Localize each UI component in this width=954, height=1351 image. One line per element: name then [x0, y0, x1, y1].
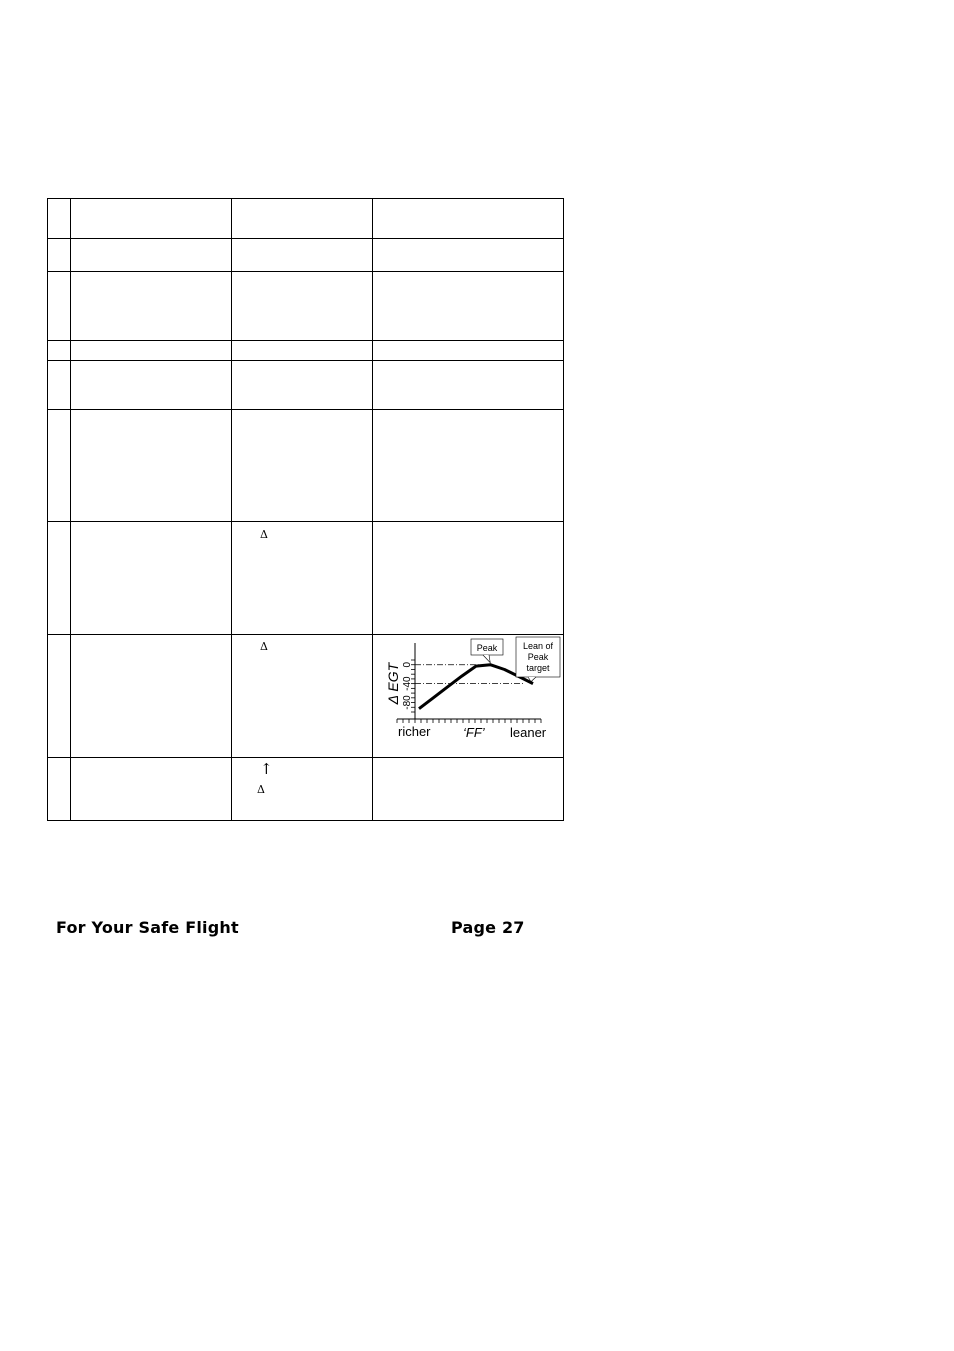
- action-cell: [71, 199, 232, 239]
- result-cell: [373, 758, 564, 821]
- delta-symbol: Δ: [257, 783, 265, 796]
- footer-title: For Your Safe Flight: [56, 918, 239, 937]
- table-row: [48, 635, 564, 758]
- result-cell: [373, 239, 564, 272]
- delta-symbol: Δ: [260, 640, 268, 653]
- x-label-leaner: leaner: [510, 725, 547, 740]
- y-axis-label: Δ EGT: [385, 662, 401, 705]
- action-cell: [71, 758, 232, 821]
- symbol-cell: [232, 361, 373, 410]
- table-row: [48, 522, 564, 635]
- symbol-cell: [232, 635, 373, 758]
- action-cell: [71, 410, 232, 522]
- action-cell: [71, 341, 232, 361]
- step-number-cell: [48, 239, 71, 272]
- table-row: [48, 758, 564, 821]
- symbol-cell: [232, 522, 373, 635]
- procedure-table: [47, 198, 564, 821]
- x-label-ff: ‘FF’: [463, 725, 485, 740]
- result-cell: [373, 522, 564, 635]
- action-cell: [71, 522, 232, 635]
- step-number-cell: [48, 635, 71, 758]
- up-arrow-symbol: ↑: [260, 760, 273, 778]
- table-row: [48, 361, 564, 410]
- result-cell: [373, 272, 564, 341]
- egt-chart-cell: [373, 635, 564, 758]
- x-label-richer: richer: [398, 724, 431, 739]
- delta-symbol: Δ: [260, 528, 268, 541]
- egt-lean-chart: [373, 635, 563, 757]
- table-row: [48, 410, 564, 522]
- action-cell: [71, 361, 232, 410]
- result-cell: [373, 199, 564, 239]
- page-number: Page 27: [451, 918, 525, 937]
- step-number-cell: [48, 410, 71, 522]
- action-cell: [71, 239, 232, 272]
- symbol-cell: [232, 239, 373, 272]
- table-row: [48, 199, 564, 239]
- result-cell: [373, 361, 564, 410]
- y-tick-label: 0: [402, 661, 413, 668]
- step-number-cell: [48, 341, 71, 361]
- lean-of-peak-label: Peak: [527, 652, 549, 662]
- table-row: [48, 341, 564, 361]
- step-number-cell: [48, 199, 71, 239]
- symbol-cell: [232, 410, 373, 522]
- step-number-cell: [48, 361, 71, 410]
- table-row: [48, 239, 564, 272]
- step-number-cell: [48, 522, 71, 635]
- step-number-cell: [48, 272, 71, 341]
- action-cell: [71, 635, 232, 758]
- y-tick-label: -80: [402, 695, 413, 710]
- lean-of-peak-label: Lean of: [522, 641, 554, 651]
- table-row: [48, 272, 564, 341]
- action-cell: [71, 272, 232, 341]
- peak-label: Peak: [476, 643, 498, 653]
- symbol-cell: [232, 199, 373, 239]
- symbol-cell: [232, 758, 373, 821]
- result-cell: [373, 341, 564, 361]
- lean-of-peak-label: target: [526, 663, 550, 673]
- y-tick-label: -40: [402, 676, 413, 691]
- step-number-cell: [48, 758, 71, 821]
- symbol-cell: [232, 341, 373, 361]
- symbol-cell: [232, 272, 373, 341]
- result-cell: [373, 410, 564, 522]
- peak-callout-pointer: [483, 655, 490, 663]
